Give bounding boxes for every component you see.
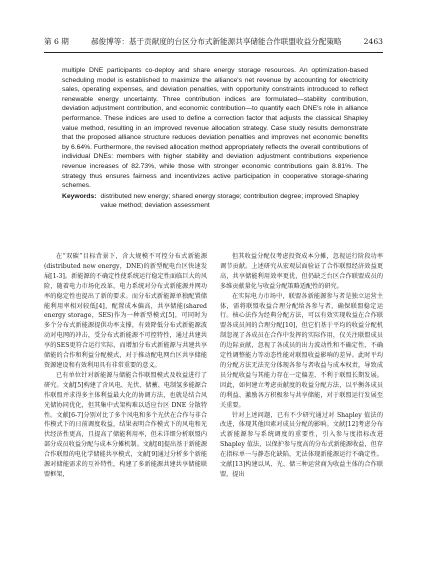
header-rule — [44, 52, 383, 53]
left-column — [44, 252, 207, 570]
english-abstract — [62, 66, 368, 211]
paragraph: 在“双碳”目标背景下，含大规模不可控分布式新能源(distributed new energy，DNE)的新型配电台区快速发展[1-3]。新能源的不确定性使系统运行稳定性面临巨大的风险，随着电力市场化改革，电力系统对分布式新能源并网功率的稳定性也提出了新的要求。而分布式新能源单独配置储能利用率相对较低[4]，配置成本偏高，共享储能(shared energy storage，SES)作为一种新型模式[5]，可同时为多个分布式新能源提供功率支撑，有效降低分布式新能源波动对电网的冲击，受分布式新能源不可控特性，通过共建共享的SES更符合运行实际，而增加分布式新能源与共建共享储能的合作和利益分配模式，对于推动配电网台区共享储能资源建设和有效利用具有非常重要的意义。 — [44, 253, 207, 369]
running-title: 郝俊博等：基于贡献度的台区分布式新能源共享储能合作联盟收益分配策略 — [90, 37, 342, 46]
keywords-label: Keywords: — [62, 192, 97, 200]
keywords-text: distributed new energy; shared energy storage; contribution degree; improved Shapley value method; deviation assessment — [100, 192, 360, 210]
right-column — [220, 252, 383, 570]
page-number: 2463 — [363, 37, 383, 46]
paragraph: 但其收益分配仅考虑投资成本分摊，忽视运行阶段功率调节贡献。上述研究从宏观层面验证了合作联盟经济效益更高，共享储能利用效率更优，但仍缺乏台区合作联盟成员的多维贡献量化与收益分配策略适配性的研究。 — [220, 253, 383, 290]
body-columns — [44, 252, 383, 570]
keywords-line — [62, 192, 368, 211]
paragraph: 针对上述问题，已有不少研究通过对 Shapley 值法的改进，体现其他因素对成员分配的影响。文献[12]考虑分布式新能源参与系统调度的重要性，引入参与度指标改进 Shapley 值法，以保护参与度高的分布式新能源收益，但存在指标单一与静态化缺陷，无法体现新能源运行不确定性。文献[13]构建以风、光、储三种运营商为收益主体的合作联盟，提出 — [220, 411, 383, 478]
issue-number: 第 6 期 — [44, 37, 69, 46]
page-header — [44, 36, 383, 50]
abstract-text: multiple DNE participants co-deploy and share energy storage resources. An optimization-based scheduling model is established to maximize the alliance's net revenue by accounting for electricity sales, operating expenses, and deviation penalties, with opportunity constraints introduced to reflect renewable energy uncertainty. Three contribution indices are formulated—stability contribution, deviation adjustment contribution, and economic contribution—to quantify each DNE's role in alliance performance. These indices are used to define a correction factor that adjusts the classical Shapley value method, resulting in an improved revenue allocation strategy. Case study results demonstrate that the proposed alliance structure reduces deviation penalties and improves net economic benefits by 6.64%. Furthermore, the revised allocation method appropriately reflects the overall contributions of individual DNEs: members with higher stability and deviation adjustment contributions experience revenue increases of 82.73%, while those with stronger economic contributions gain 8.81%. The strategy thus ensures fairness and incentivizes active participation in cooperative storage-sharing schemes. — [62, 67, 368, 190]
paragraph: 已有单位针对新能源与储能合作联盟模式及收益进行了研究。文献[5]构建了含风电、光伏、储蓄、电制氢多能源合作联盟并求得多主体利益最大化的协调方法，也就是结合风光储协同优化，但其集中式架构难以适应台区 DNE 分散特性。文献[6-7]分别对比了多个风电和多个光伏在合作与非合作模式下的日前调度收益，结果表明合作模式下的风电和光伏经济性更高，且提高了储能利用率，但未详细分析联盟内部分成员收益分配与成本分摊机制。文献[8]提出基于新能源合作联盟的电化学储能共享模式，文献[9]通过分析多个新能源对储能需求的互补特性，构建了多新能源共建共享储能联盟框架， — [44, 371, 207, 478]
paragraph: 在实际电力市场中，联盟各新能源参与者是独立运营主体，需将联盟收益合理分配给各参与者，确保联盟稳定运行。核心法作为经典分配方法，可以有效实现收益在合作联盟各成员间的合理分配[10]，但它们基于平均的收益分配机制忽视了各成员在合作中发挥的实际作用，仅关注联盟成员的边际贡献，忽视了各成员的出力波动性和不确定性、不确定性调整能力等动态性能对联盟收益影响的差异。此时平均的分配方法无法充分体现各参与者收益与成本权责，导致成员分配收益与其能力存在一定偏差，不利于联盟长期发展。因此，如何建立考虑贡献度的收益分配方法，以平衡各成员的利益、激励各方积极参与共享储能，对于联盟运行发展至关重要。 — [220, 292, 383, 409]
